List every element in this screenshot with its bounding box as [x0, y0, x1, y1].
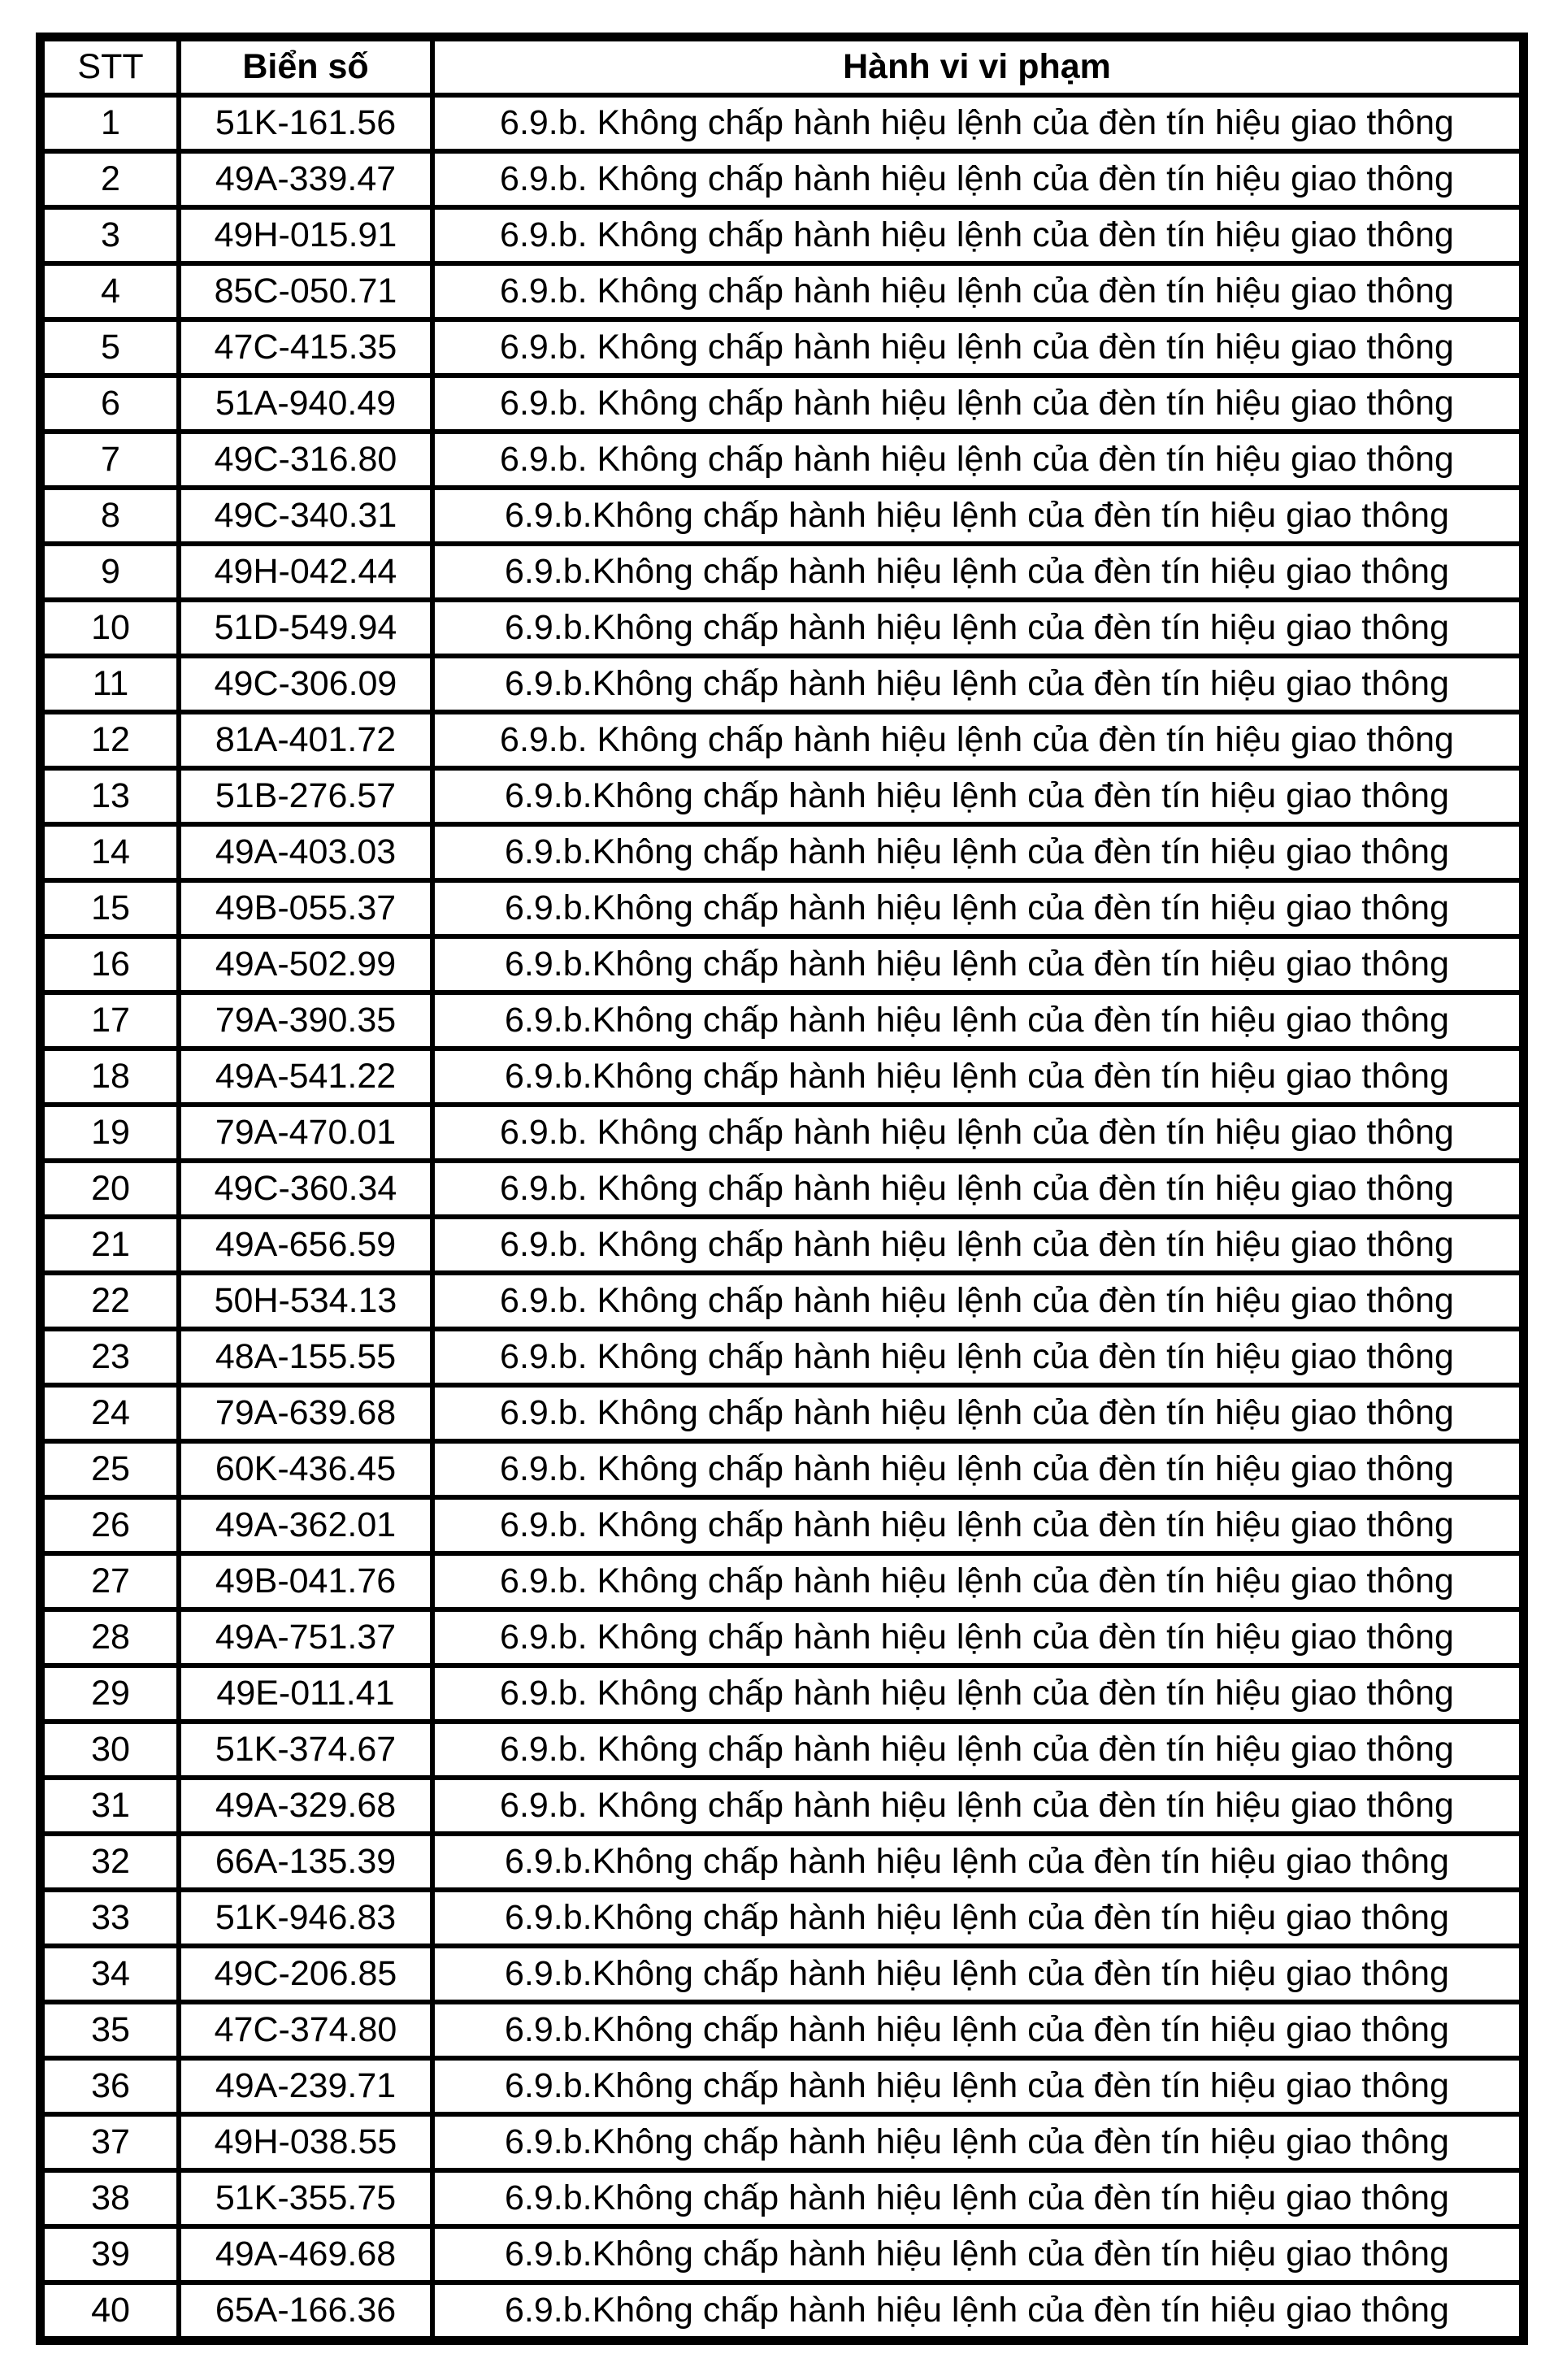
- table-row: [42, 2226, 1521, 2282]
- cell-violation: 6.9.b. Không chấp hành hiệu lệnh của đèn tín hiệu giao thông: [432, 1553, 1521, 1609]
- cell-violation: 6.9.b. Không chấp hành hiệu lệnh của đèn tín hiệu giao thông: [432, 1722, 1521, 1778]
- cell-stt: 1: [42, 95, 179, 151]
- cell-violation: 6.9.b. Không chấp hành hiệu lệnh của đèn tín hiệu giao thông: [432, 151, 1521, 207]
- cell-stt: 23: [42, 1329, 179, 1385]
- cell-violation: 6.9.b. Không chấp hành hiệu lệnh của đèn tín hiệu giao thông: [432, 1161, 1521, 1217]
- cell-violation: 6.9.b.Không chấp hành hiệu lệnh của đèn tín hiệu giao thông: [432, 2114, 1521, 2170]
- cell-plate: 81A-401.72: [179, 712, 432, 768]
- table-row: [42, 1105, 1521, 1161]
- cell-violation: 6.9.b.Không chấp hành hiệu lệnh của đèn tín hiệu giao thông: [432, 600, 1521, 656]
- cell-stt: 22: [42, 1273, 179, 1329]
- cell-stt: 28: [42, 1609, 179, 1666]
- table-row: [42, 1946, 1521, 2002]
- cell-stt: 6: [42, 376, 179, 432]
- cell-plate: 49C-206.85: [179, 1946, 432, 2002]
- cell-plate: 49A-403.03: [179, 824, 432, 880]
- cell-violation: 6.9.b.Không chấp hành hiệu lệnh của đèn tín hiệu giao thông: [432, 2002, 1521, 2058]
- cell-stt: 18: [42, 1049, 179, 1105]
- cell-violation: 6.9.b. Không chấp hành hiệu lệnh của đèn tín hiệu giao thông: [432, 1105, 1521, 1161]
- cell-plate: 79A-390.35: [179, 992, 432, 1049]
- cell-plate: 85C-050.71: [179, 263, 432, 319]
- table-row: [42, 376, 1521, 432]
- table-body: [42, 95, 1521, 2339]
- cell-violation: 6.9.b.Không chấp hành hiệu lệnh của đèn tín hiệu giao thông: [432, 824, 1521, 880]
- cell-plate: 79A-639.68: [179, 1385, 432, 1441]
- cell-plate: 47C-415.35: [179, 319, 432, 376]
- table-row: [42, 1273, 1521, 1329]
- cell-plate: 60K-436.45: [179, 1441, 432, 1497]
- cell-stt: 14: [42, 824, 179, 880]
- table-row: [42, 1385, 1521, 1441]
- table-row: [42, 1890, 1521, 1946]
- cell-plate: 49B-041.76: [179, 1553, 432, 1609]
- cell-stt: 11: [42, 656, 179, 712]
- cell-plate: 51B-276.57: [179, 768, 432, 824]
- table-row: [42, 207, 1521, 263]
- cell-stt: 38: [42, 2170, 179, 2226]
- cell-violation: 6.9.b. Không chấp hành hiệu lệnh của đèn tín hiệu giao thông: [432, 319, 1521, 376]
- header-plate: Biển số: [179, 39, 432, 95]
- cell-stt: 5: [42, 319, 179, 376]
- cell-violation: 6.9.b. Không chấp hành hiệu lệnh của đèn tín hiệu giao thông: [432, 1329, 1521, 1385]
- cell-violation: 6.9.b.Không chấp hành hiệu lệnh của đèn tín hiệu giao thông: [432, 1834, 1521, 1890]
- cell-violation: 6.9.b.Không chấp hành hiệu lệnh của đèn tín hiệu giao thông: [432, 2226, 1521, 2282]
- cell-violation: 6.9.b.Không chấp hành hiệu lệnh của đèn tín hiệu giao thông: [432, 488, 1521, 544]
- cell-plate: 49C-306.09: [179, 656, 432, 712]
- table-row: [42, 936, 1521, 992]
- table-row: [42, 1049, 1521, 1105]
- cell-stt: 12: [42, 712, 179, 768]
- cell-violation: 6.9.b.Không chấp hành hiệu lệnh của đèn tín hiệu giao thông: [432, 544, 1521, 600]
- cell-plate: 51D-549.94: [179, 600, 432, 656]
- cell-plate: 49A-339.47: [179, 151, 432, 207]
- cell-violation: 6.9.b.Không chấp hành hiệu lệnh của đèn tín hiệu giao thông: [432, 656, 1521, 712]
- cell-stt: 2: [42, 151, 179, 207]
- cell-violation: 6.9.b.Không chấp hành hiệu lệnh của đèn tín hiệu giao thông: [432, 1890, 1521, 1946]
- table-row: [42, 2002, 1521, 2058]
- table-row: [42, 992, 1521, 1049]
- cell-stt: 26: [42, 1497, 179, 1553]
- header-row: [42, 39, 1521, 95]
- cell-plate: 49A-469.68: [179, 2226, 432, 2282]
- cell-plate: 51K-355.75: [179, 2170, 432, 2226]
- cell-violation: 6.9.b.Không chấp hành hiệu lệnh của đèn tín hiệu giao thông: [432, 936, 1521, 992]
- table-row: [42, 768, 1521, 824]
- table-row: [42, 656, 1521, 712]
- cell-violation: 6.9.b.Không chấp hành hiệu lệnh của đèn tín hiệu giao thông: [432, 768, 1521, 824]
- table-row: [42, 263, 1521, 319]
- table-row: [42, 600, 1521, 656]
- cell-stt: 9: [42, 544, 179, 600]
- cell-violation: 6.9.b. Không chấp hành hiệu lệnh của đèn tín hiệu giao thông: [432, 263, 1521, 319]
- cell-stt: 33: [42, 1890, 179, 1946]
- cell-plate: 48A-155.55: [179, 1329, 432, 1385]
- cell-stt: 29: [42, 1666, 179, 1722]
- table-row: [42, 1609, 1521, 1666]
- cell-violation: 6.9.b. Không chấp hành hiệu lệnh của đèn tín hiệu giao thông: [432, 1497, 1521, 1553]
- cell-plate: 79A-470.01: [179, 1105, 432, 1161]
- cell-plate: 49A-239.71: [179, 2058, 432, 2114]
- table-row: [42, 1161, 1521, 1217]
- cell-violation: 6.9.b. Không chấp hành hiệu lệnh của đèn tín hiệu giao thông: [432, 1666, 1521, 1722]
- cell-violation: 6.9.b.Không chấp hành hiệu lệnh của đèn tín hiệu giao thông: [432, 880, 1521, 936]
- table-row: [42, 1722, 1521, 1778]
- cell-stt: 36: [42, 2058, 179, 2114]
- cell-plate: 49C-360.34: [179, 1161, 432, 1217]
- table-row: [42, 2114, 1521, 2170]
- header-violation: Hành vi vi phạm: [432, 39, 1521, 95]
- cell-violation: 6.9.b.Không chấp hành hiệu lệnh của đèn tín hiệu giao thông: [432, 2170, 1521, 2226]
- cell-plate: 49A-656.59: [179, 1217, 432, 1273]
- cell-violation: 6.9.b.Không chấp hành hiệu lệnh của đèn tín hiệu giao thông: [432, 1946, 1521, 2002]
- cell-violation: 6.9.b.Không chấp hành hiệu lệnh của đèn tín hiệu giao thông: [432, 992, 1521, 1049]
- table-row: [42, 1441, 1521, 1497]
- cell-stt: 21: [42, 1217, 179, 1273]
- cell-stt: 20: [42, 1161, 179, 1217]
- cell-stt: 3: [42, 207, 179, 263]
- table-row: [42, 151, 1521, 207]
- cell-violation: 6.9.b. Không chấp hành hiệu lệnh của đèn tín hiệu giao thông: [432, 1385, 1521, 1441]
- cell-plate: 47C-374.80: [179, 2002, 432, 2058]
- cell-violation: 6.9.b. Không chấp hành hiệu lệnh của đèn tín hiệu giao thông: [432, 1441, 1521, 1497]
- cell-violation: 6.9.b. Không chấp hành hiệu lệnh của đèn tín hiệu giao thông: [432, 1217, 1521, 1273]
- cell-stt: 30: [42, 1722, 179, 1778]
- table-row: [42, 880, 1521, 936]
- cell-stt: 31: [42, 1778, 179, 1834]
- table-row: [42, 488, 1521, 544]
- table-row: [42, 432, 1521, 488]
- cell-stt: 13: [42, 768, 179, 824]
- table-row: [42, 824, 1521, 880]
- cell-violation: 6.9.b.Không chấp hành hiệu lệnh của đèn tín hiệu giao thông: [432, 1049, 1521, 1105]
- cell-stt: 15: [42, 880, 179, 936]
- cell-violation: 6.9.b. Không chấp hành hiệu lệnh của đèn tín hiệu giao thông: [432, 95, 1521, 151]
- cell-violation: 6.9.b. Không chấp hành hiệu lệnh của đèn tín hiệu giao thông: [432, 207, 1521, 263]
- cell-stt: 25: [42, 1441, 179, 1497]
- cell-stt: 24: [42, 1385, 179, 1441]
- cell-plate: 49C-316.80: [179, 432, 432, 488]
- cell-plate: 49A-329.68: [179, 1778, 432, 1834]
- cell-stt: 40: [42, 2282, 179, 2339]
- cell-plate: 49H-042.44: [179, 544, 432, 600]
- cell-stt: 7: [42, 432, 179, 488]
- cell-violation: 6.9.b.Không chấp hành hiệu lệnh của đèn tín hiệu giao thông: [432, 2058, 1521, 2114]
- cell-plate: 50H-534.13: [179, 1273, 432, 1329]
- cell-plate: 65A-166.36: [179, 2282, 432, 2339]
- cell-plate: 49E-011.41: [179, 1666, 432, 1722]
- cell-plate: 49A-502.99: [179, 936, 432, 992]
- table-row: [42, 712, 1521, 768]
- table-row: [42, 2282, 1521, 2339]
- cell-stt: 19: [42, 1105, 179, 1161]
- cell-stt: 17: [42, 992, 179, 1049]
- cell-plate: 51A-940.49: [179, 376, 432, 432]
- cell-plate: 49H-038.55: [179, 2114, 432, 2170]
- cell-stt: 35: [42, 2002, 179, 2058]
- table-row: [42, 1778, 1521, 1834]
- cell-stt: 39: [42, 2226, 179, 2282]
- table-row: [42, 1497, 1521, 1553]
- cell-plate: 66A-135.39: [179, 1834, 432, 1890]
- table-header: [42, 39, 1521, 95]
- cell-stt: 10: [42, 600, 179, 656]
- cell-violation: 6.9.b. Không chấp hành hiệu lệnh của đèn tín hiệu giao thông: [432, 1778, 1521, 1834]
- table-row: [42, 319, 1521, 376]
- cell-stt: 32: [42, 1834, 179, 1890]
- header-stt: STT: [42, 39, 179, 95]
- cell-stt: 4: [42, 263, 179, 319]
- cell-violation: 6.9.b. Không chấp hành hiệu lệnh của đèn tín hiệu giao thông: [432, 1273, 1521, 1329]
- cell-violation: 6.9.b. Không chấp hành hiệu lệnh của đèn tín hiệu giao thông: [432, 712, 1521, 768]
- cell-stt: 27: [42, 1553, 179, 1609]
- table-row: [42, 95, 1521, 151]
- cell-stt: 8: [42, 488, 179, 544]
- table-row: [42, 1217, 1521, 1273]
- table-row: [42, 1553, 1521, 1609]
- cell-violation: 6.9.b. Không chấp hành hiệu lệnh của đèn tín hiệu giao thông: [432, 1609, 1521, 1666]
- table-row: [42, 1834, 1521, 1890]
- table-row: [42, 544, 1521, 600]
- cell-violation: 6.9.b. Không chấp hành hiệu lệnh của đèn tín hiệu giao thông: [432, 376, 1521, 432]
- cell-plate: 49A-362.01: [179, 1497, 432, 1553]
- cell-plate: 49A-541.22: [179, 1049, 432, 1105]
- table-row: [42, 1666, 1521, 1722]
- cell-plate: 49B-055.37: [179, 880, 432, 936]
- cell-plate: 49C-340.31: [179, 488, 432, 544]
- cell-stt: 34: [42, 1946, 179, 2002]
- table-row: [42, 1329, 1521, 1385]
- cell-stt: 37: [42, 2114, 179, 2170]
- cell-plate: 51K-946.83: [179, 1890, 432, 1946]
- cell-violation: 6.9.b.Không chấp hành hiệu lệnh của đèn tín hiệu giao thông: [432, 2282, 1521, 2339]
- cell-stt: 16: [42, 936, 179, 992]
- cell-violation: 6.9.b. Không chấp hành hiệu lệnh của đèn tín hiệu giao thông: [432, 432, 1521, 488]
- table-row: [42, 2058, 1521, 2114]
- cell-plate: 51K-374.67: [179, 1722, 432, 1778]
- cell-plate: 49A-751.37: [179, 1609, 432, 1666]
- cell-plate: 51K-161.56: [179, 95, 432, 151]
- table-row: [42, 2170, 1521, 2226]
- cell-plate: 49H-015.91: [179, 207, 432, 263]
- violations-table: [36, 33, 1528, 2345]
